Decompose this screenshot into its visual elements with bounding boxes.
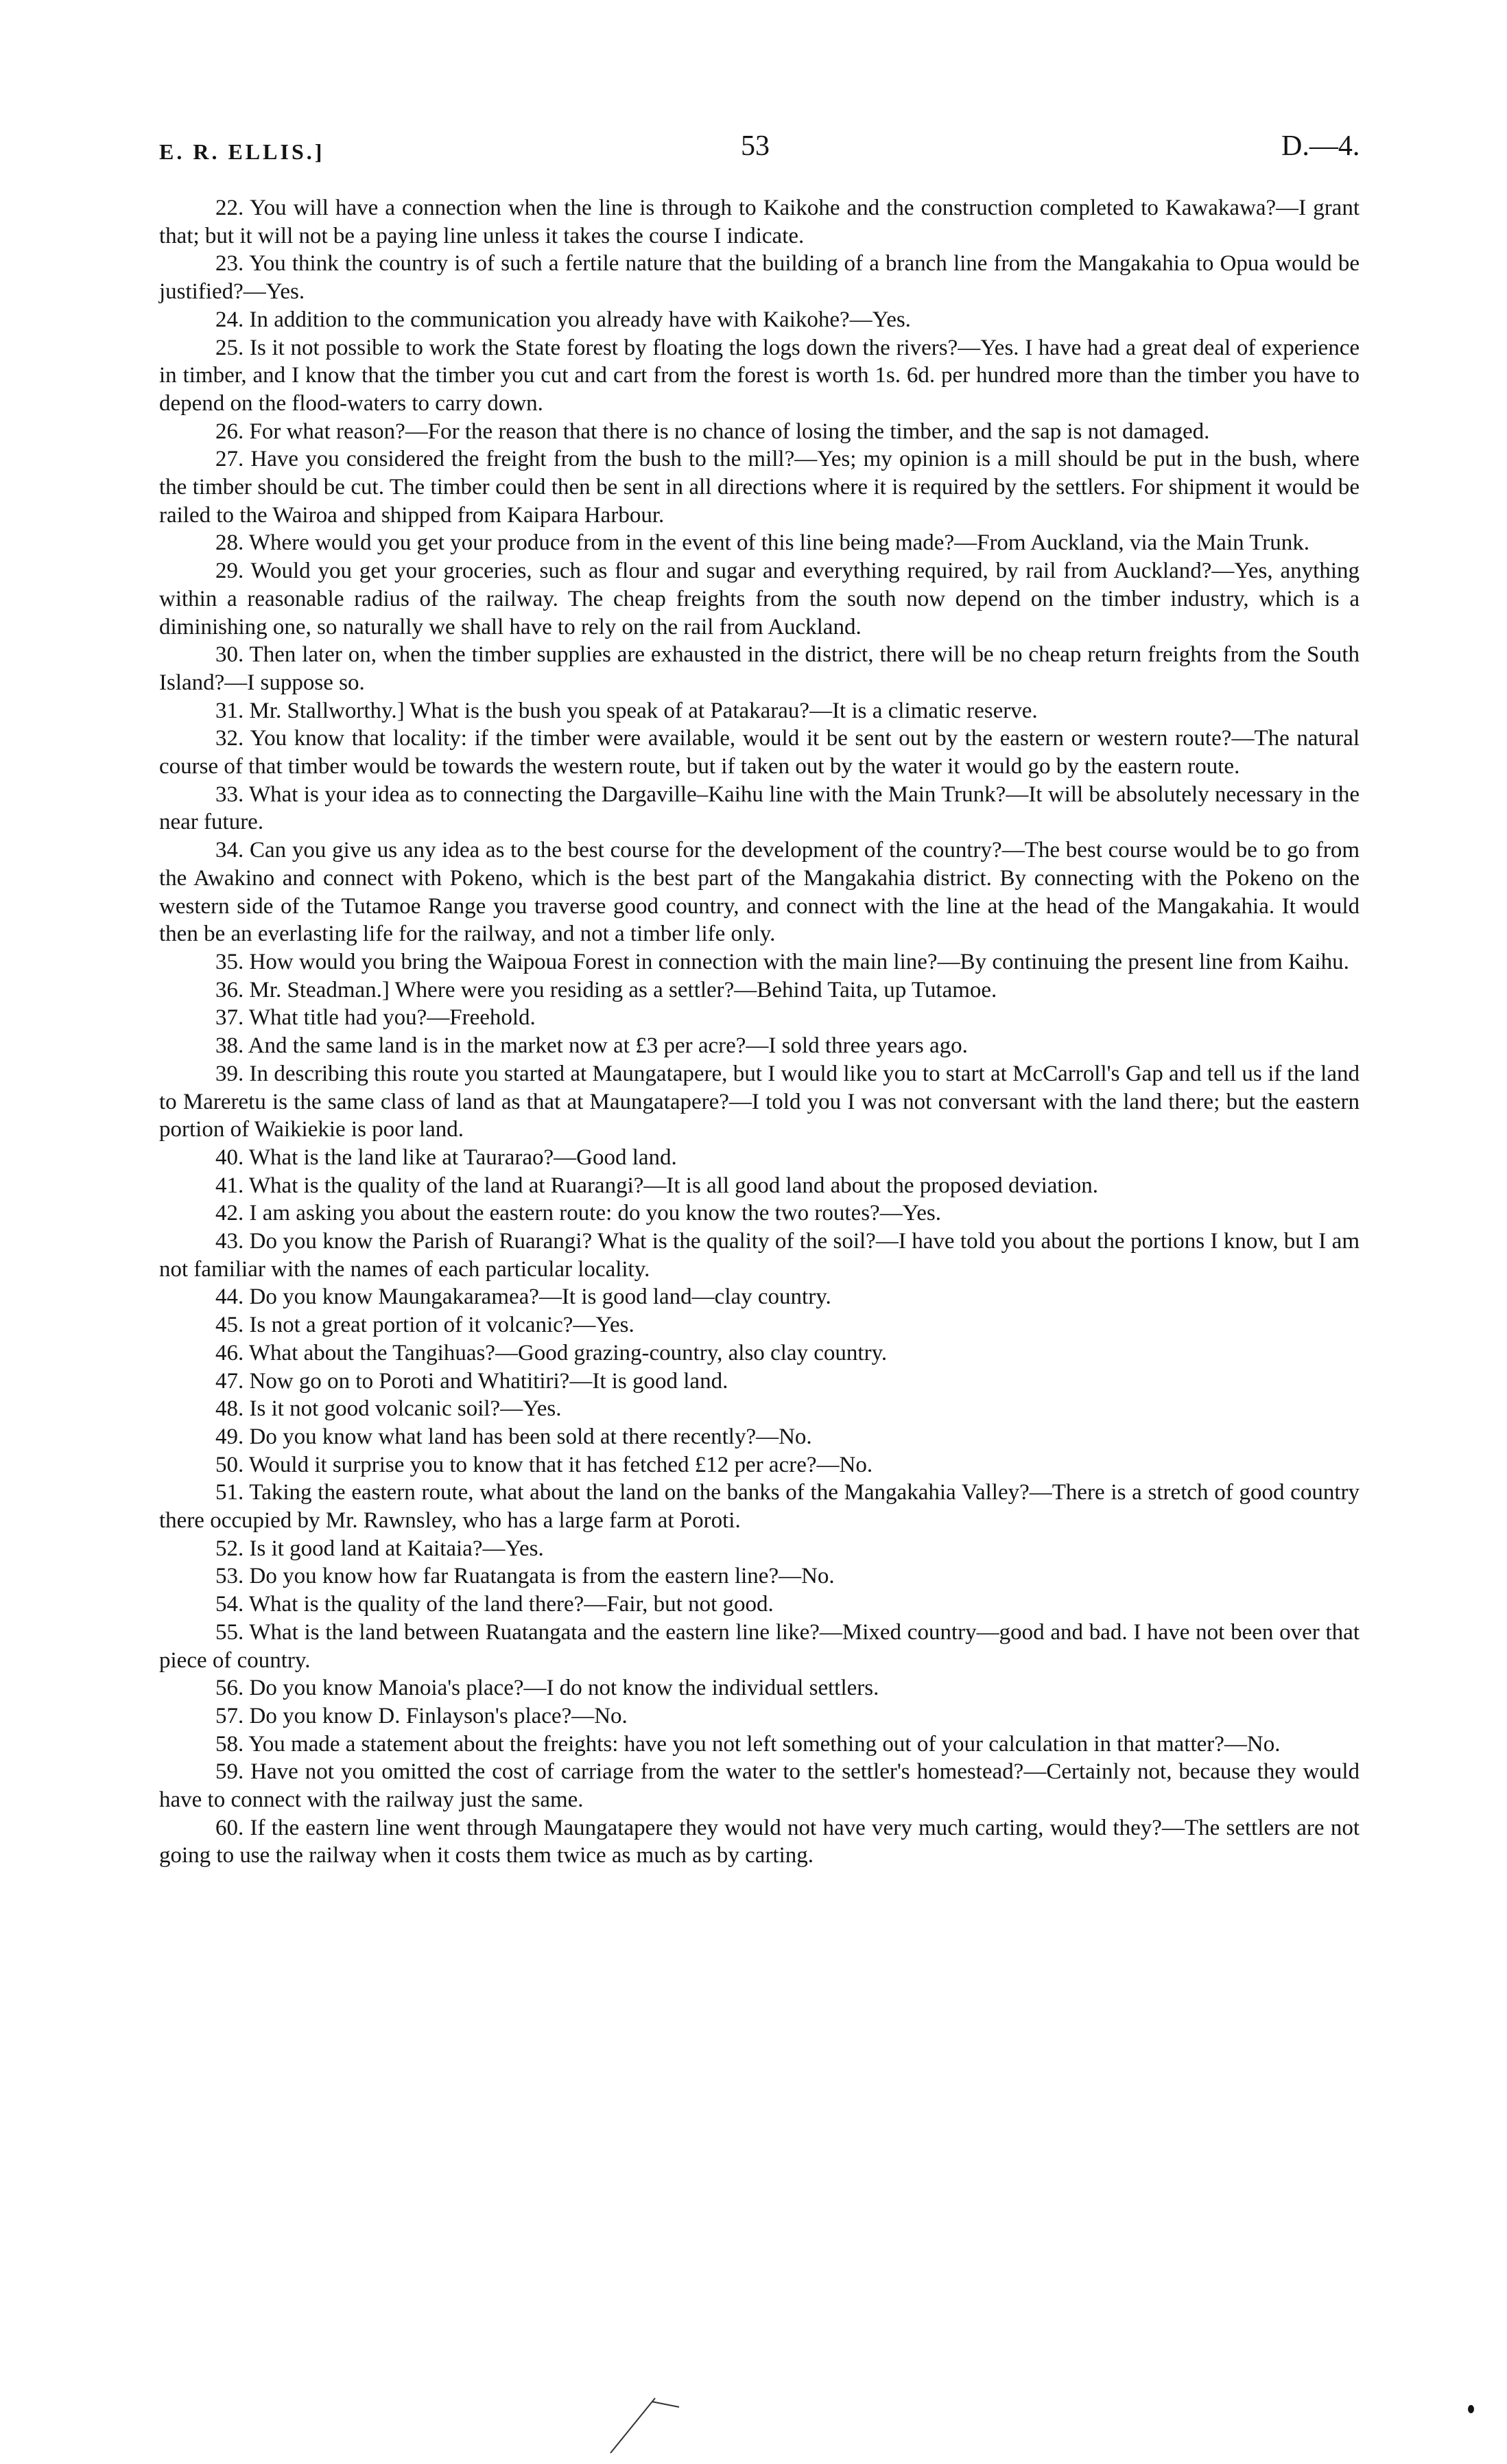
question-answer-29: 29. Would you get your groceries, such as flour and sugar and everything required, by rail from Auckland?—Yes, anything within a reasonable radius of the railway. The cheap freights from the south now depend on the timber industry, which is a diminishing one, so naturally we shall have to rely on the rail from Auckland. xyxy=(159,559,1360,640)
question-answer-28: 28. Where would you get your produce from in the event of this line being made?—From Auckland, via the Main Trunk. xyxy=(215,530,1310,556)
evidence-body xyxy=(159,194,1360,1870)
question-answer-22: 22. You will have a connection when the line is through to Kaikohe and the construction completed to Kawakawa?—I grant that; but it will not be a paying line unless it takes the course I indicate. xyxy=(159,196,1360,248)
question-answer-48: 48. Is it not good volcanic soil?—Yes. xyxy=(215,1396,562,1422)
question-answer-39: 39. In describing this route you started at Maungatapere, but I would like you to start at McCarroll's Gap and tell us if the land to Mareretu is the same class of land as that at Maungatapere?—I told you I was not conversant with the land there; but the eastern portion of Waikiekie is poor land. xyxy=(159,1061,1360,1142)
pen-stroke-mark xyxy=(604,2388,686,2456)
page-number: 53 xyxy=(741,130,770,162)
ink-spot xyxy=(1468,2405,1474,2413)
question-answer-41: 41. What is the quality of the land at Ruarangi?—It is all good land about the proposed deviation. xyxy=(215,1173,1099,1198)
question-answer-47: 47. Now go on to Poroti and Whatitiri?—It is good land. xyxy=(215,1368,728,1394)
question-answer-45: 45. Is not a great portion of it volcanic?—Yes. xyxy=(215,1313,634,1338)
question-answer-25: 25. Is it not possible to work the State forest by floating the logs down the rivers?—Yes. I have had a great deal of experience in timber, and I know that the timber you cut and cart from the forest is worth 1s. 6d. per hundred more than the timber you have to depend on the flood-waters to carry down. xyxy=(159,335,1360,416)
question-answer-40: 40. What is the land like at Taurarao?—Good land. xyxy=(215,1145,677,1170)
question-answer-52: 52. Is it good land at Kaitaia?—Yes. xyxy=(215,1536,544,1561)
question-answer-60: 60. If the eastern line went through Maungatapere they would not have very much carting, would they?—The settlers are not going to use the railway when it costs them twice as much as by carting. xyxy=(159,1815,1360,1868)
question-answer-35: 35. How would you bring the Waipoua Forest in connection with the main line?—By continuing the present line from Kaihu. xyxy=(215,949,1349,974)
question-answer-34: 34. Can you give us any idea as to the best course for the development of the country?—The best course would be to go from the Awakino and connect with Pokeno, which is the best part of the Mangakahia district. By connecting with the Pokeno on the western side of the Tutamoe Range you traverse good country, and connect with the line at the head of the Mangakahia. It would then be an everlasting life for the railway, and not a timber life only. xyxy=(159,838,1360,947)
question-answer-30: 30. Then later on, when the timber supplies are exhausted in the district, there will be no cheap return freights from the South Island?—I suppose so. xyxy=(159,642,1360,695)
question-answer-37: 37. What title had you?—Freehold. xyxy=(215,1005,536,1031)
question-answer-56: 56. Do you know Manoia's place?—I do not know the individual settlers. xyxy=(215,1676,879,1701)
running-head-witness: E. R. ELLIS.] xyxy=(159,139,325,164)
question-answer-31: 31. Mr. Stallworthy.] What is the bush you speak of at Patakarau?—It is a climatic reserve. xyxy=(215,698,1038,723)
question-answer-57: 57. Do you know D. Finlayson's place?—No. xyxy=(215,1703,628,1728)
question-answer-53: 53. Do you know how far Ruatangata is from the eastern line?—No. xyxy=(215,1564,835,1589)
document-reference: D.—4. xyxy=(1281,130,1360,162)
question-answer-24: 24. In addition to the communication you already have with Kaikohe?—Yes. xyxy=(215,307,911,332)
question-answer-23: 23. You think the country is of such a fertile nature that the building of a branch line from the Mangakahia to Opua would be justified?—Yes. xyxy=(159,251,1360,305)
question-answer-54: 54. What is the quality of the land there?—Fair, but not good. xyxy=(215,1592,774,1617)
question-answer-43: 43. Do you know the Parish of Ruarangi? What is the quality of the soil?—I have told you about the portions I know, but I am not familiar with the names of each particular locality. xyxy=(159,1229,1360,1282)
question-answer-38: 38. And the same land is in the market now at £3 per acre?—I sold three years ago. xyxy=(215,1033,968,1059)
question-answer-46: 46. What about the Tangihuas?—Good grazing-country, also clay country. xyxy=(215,1340,888,1365)
question-answer-26: 26. For what reason?—For the reason that there is no chance of losing the timber, and the sap is not damaged. xyxy=(215,419,1210,444)
question-answer-59: 59. Have not you omitted the cost of carriage from the water to the settler's homestead?—Certainly not, because they would have to connect with the railway just the same. xyxy=(159,1759,1360,1813)
question-answer-27: 27. Have you considered the freight from the bush to the mill?—Yes; my opinion is a mill should be put in the bush, where the timber should be cut. The timber could then be sent in all directions where it is required by the settlers. For shipment it would be railed to the Wairoa and shipped from Kaipara Harbour. xyxy=(159,447,1360,528)
question-answer-42: 42. I am asking you about the eastern route: do you know the two routes?—Yes. xyxy=(215,1201,941,1226)
question-answer-32: 32. You know that locality: if the timber were available, would it be sent out by the eastern or western route?—The natural course of that timber would be towards the western route, but if taken out by the water it would go by the eastern route. xyxy=(159,726,1360,779)
question-answer-44: 44. Do you know Maungakaramea?—It is good land—clay country. xyxy=(215,1284,831,1310)
question-answer-50: 50. Would it surprise you to know that it has fetched £12 per acre?—No. xyxy=(215,1452,873,1477)
question-answer-55: 55. What is the land between Ruatangata and the eastern line like?—Mixed country—good and bad. I have not been over that piece of country. xyxy=(159,1619,1360,1673)
question-answer-58: 58. You made a statement about the freights: have you not left something out of your calculation in that matter?—No. xyxy=(215,1731,1281,1757)
question-answer-33: 33. What is your idea as to connecting the Dargaville–Kaihu line with the Main Trunk?—It will be absolutely necessary in the near future. xyxy=(159,782,1360,835)
question-answer-49: 49. Do you know what land has been sold at there recently?—No. xyxy=(215,1424,812,1449)
question-answer-36: 36. Mr. Steadman.] Where were you residing as a settler?—Behind Taita, up Tutamoe. xyxy=(215,977,997,1002)
question-answer-51: 51. Taking the eastern route, what about the land on the banks of the Mangakahia Valley?—There is a stretch of good country there occupied by Mr. Rawnsley, who has a large farm at Poroti. xyxy=(159,1480,1360,1534)
